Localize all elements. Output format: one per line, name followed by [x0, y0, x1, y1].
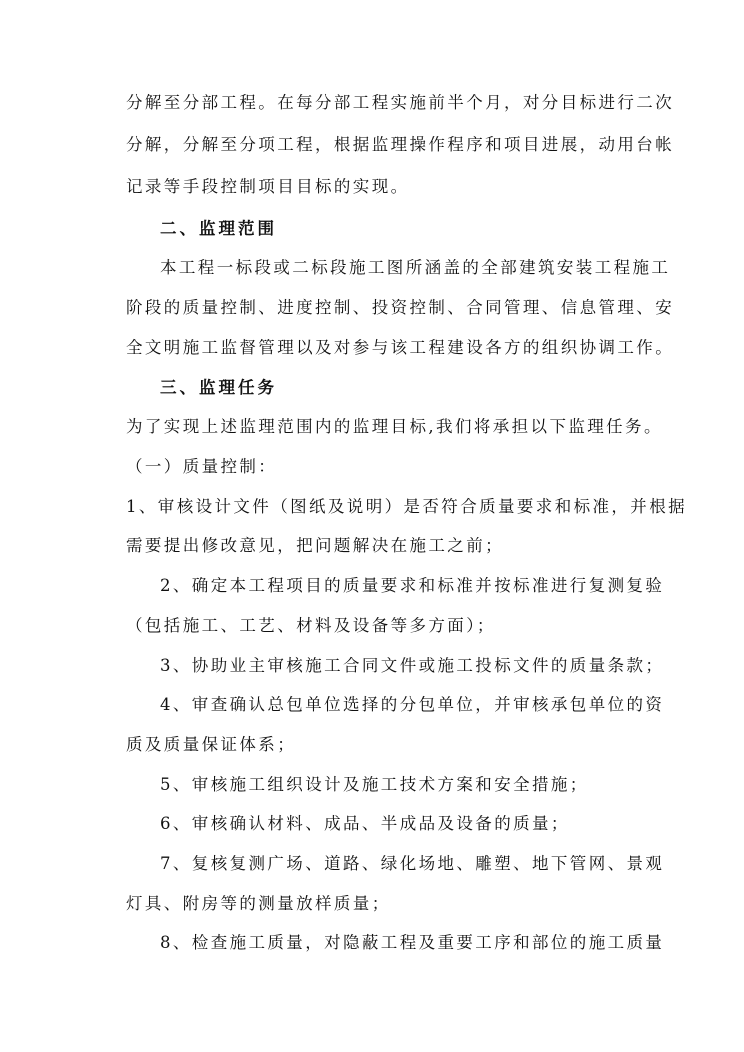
paragraph-line: 分解，分解至分项工程，根据监理操作程序和项目进展，动用台帐 [126, 135, 675, 154]
paragraph-line: 全文明施工监督管理以及对参与该工程建设各方的组织协调工作。 [126, 338, 675, 357]
list-item-line: 8、检查施工质量，对隐蔽工程及重要工序和部位的施工质量 [160, 933, 665, 952]
list-item-line: 需要提出修改意见，把问题解决在施工之前； [126, 536, 504, 555]
list-item-line: 4、审查确认总包单位选择的分包单位，并审核承包单位的资 [160, 695, 665, 714]
paragraph-line: 记录等手段控制项目目标的实现。 [126, 177, 410, 196]
paragraph-line: 阶段的质量控制、进度控制、投资控制、合同管理、信息管理、安 [126, 298, 675, 317]
list-item-line: 1、审核设计文件（图纸及说明）是否符合质量要求和标准，并根据 [126, 497, 687, 516]
list-item-line: 6、审核确认材料、成品、半成品及设备的质量； [160, 814, 570, 833]
list-item-line: 5、审核施工组织设计及施工技术方案和安全措施； [160, 775, 589, 794]
paragraph-line: 分解至分部工程。在每分部工程实施前半个月，对分目标进行二次 [126, 93, 675, 112]
section-heading-scope: 二、监理范围 [160, 219, 277, 238]
list-item-line: 2、确定本工程项目的质量要求和标准并按标准进行复测复验 [160, 576, 665, 595]
list-item-line: 3、协助业主审核施工合同文件或施工投标文件的质量条款； [160, 656, 665, 675]
list-item-line: （包括施工、工艺、材料及设备等多方面）； [126, 616, 496, 635]
paragraph-line: 本工程一标段或二标段施工图所涵盖的全部建筑安装工程施工 [160, 258, 671, 277]
section-heading-tasks: 三、监理任务 [160, 378, 277, 397]
paragraph-line: 为了实现上述监理范围内的监理目标,我们将承担以下监理任务。 [126, 417, 663, 436]
list-item-line: 灯具、附房等的测量放样质量； [126, 894, 391, 913]
list-item-line: 质及质量保证体系； [126, 735, 297, 754]
list-item-line: 7、复核复测广场、道路、绿化场地、雕塑、地下管网、景观 [160, 854, 665, 873]
subsection-heading-quality: （一）质量控制： [126, 457, 278, 476]
